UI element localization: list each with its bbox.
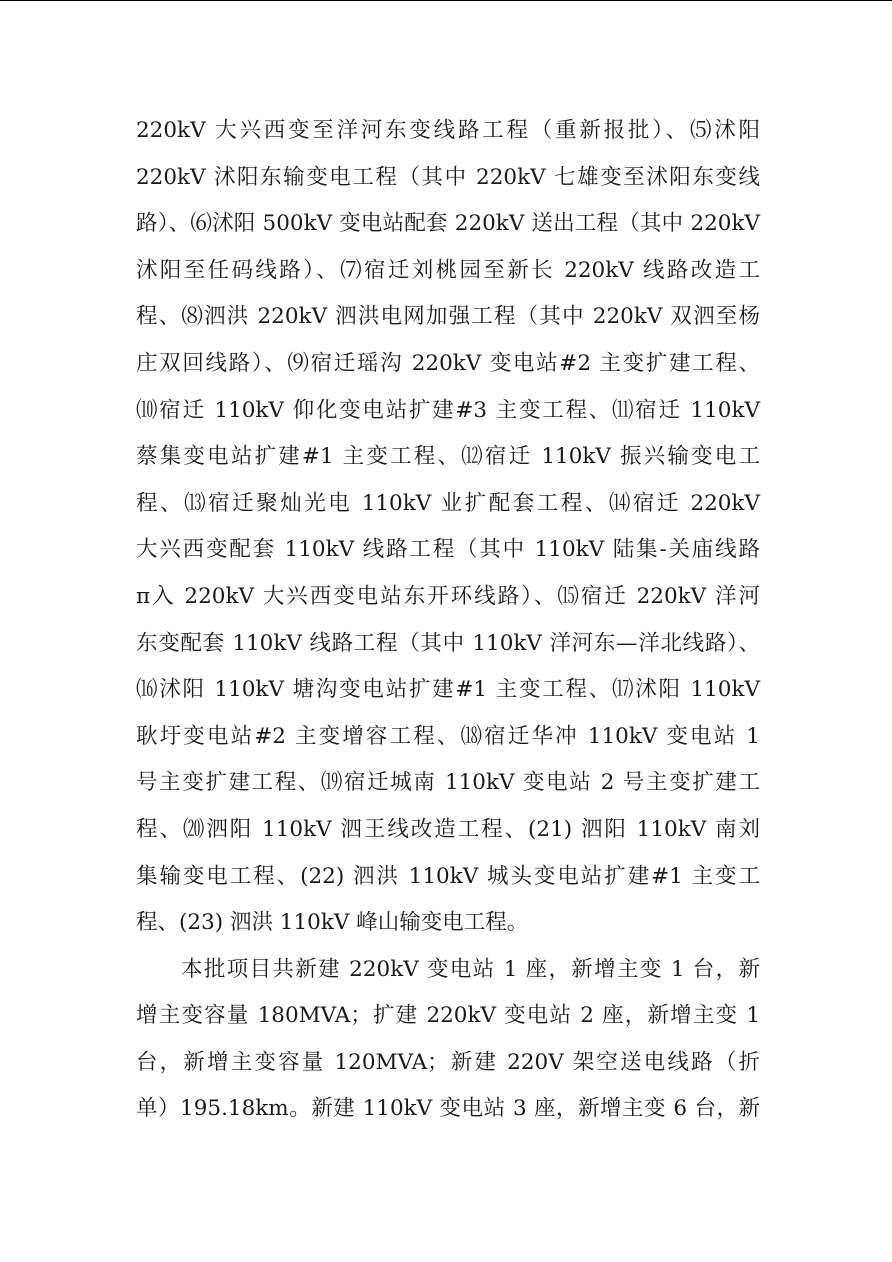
text-line: 程、⒇泗阳 110kV 泗王线改造工程、(21) 泗阳 110kV 南刘: [136, 816, 760, 842]
text-line: 程、⑻泗洪 220kV 泗洪电网加强工程（其中 220kV 双泗至杨: [136, 304, 760, 330]
text-line: 大兴西变配套 110kV 线路工程（其中 110kV 陆集-关庙线路: [136, 537, 760, 563]
text-line: 220kV 沭阳东输变电工程（其中 220kV 七雄变至沭阳东变线: [136, 164, 760, 190]
top-border-line: [0, 0, 892, 1]
text-line: 台，新增主变容量 120MVA；新建 220V 架空送电线路（折: [136, 1049, 760, 1075]
body-text: [136, 108, 760, 1133]
text-line: 220kV 大兴西变至洋河东变线路工程（重新报批）、⑸沭阳: [136, 118, 760, 143]
text-line: 程、⒀宿迁聚灿光电 110kV 业扩配套工程、⒁宿迁 220kV: [136, 490, 760, 516]
text-line: 号主变扩建工程、⒆宿迁城南 110kV 变电站 2 号主变扩建工: [136, 770, 760, 796]
text-line: 东变配套 110kV 线路工程（其中 110kV 洋河东—洋北线路）、: [136, 630, 760, 656]
text-line: 沭阳至任码线路）、⑺宿迁刘桃园至新长 220kV 线路改造工: [136, 257, 760, 283]
text-line: 本批项目共新建 220kV 变电站 1 座，新增主变 1 台，新: [181, 956, 760, 982]
text-line: 增主变容量 180MVA；扩建 220kV 变电站 2 座，新增主变 1: [136, 1003, 760, 1029]
text-line: π入 220kV 大兴西变电站东开环线路）、⒂宿迁 220kV 洋河: [136, 583, 760, 609]
text-line: 集输变电工程、(22) 泗洪 110kV 城头变电站扩建#1 主变工: [136, 863, 760, 889]
text-line: 耿圩变电站#2 主变增容工程、⒅宿迁华冲 110kV 变电站 1: [136, 723, 760, 749]
text-line: 单）195.18km。新建 110kV 变电站 3 座，新增主变 6 台，新: [136, 1096, 760, 1122]
text-line: 庄双回线路）、⑼宿迁瑶沟 220kV 变电站#2 主变扩建工程、: [136, 350, 760, 376]
text-line: 程、(23) 泗洪 110kV 峰山输变电工程。: [136, 910, 529, 936]
text-line: ⒃沭阳 110kV 塘沟变电站扩建#1 主变工程、⒄沭阳 110kV: [136, 677, 760, 703]
text-line: 蔡集变电站扩建#1 主变工程、⑿宿迁 110kV 振兴输变电工: [136, 444, 760, 470]
text-line: ⑽宿迁 110kV 仰化变电站扩建#3 主变工程、⑾宿迁 110kV: [136, 397, 760, 423]
text-line: 路）、⑹沭阳 500kV 变电站配套 220kV 送出工程（其中 220kV: [136, 211, 760, 237]
